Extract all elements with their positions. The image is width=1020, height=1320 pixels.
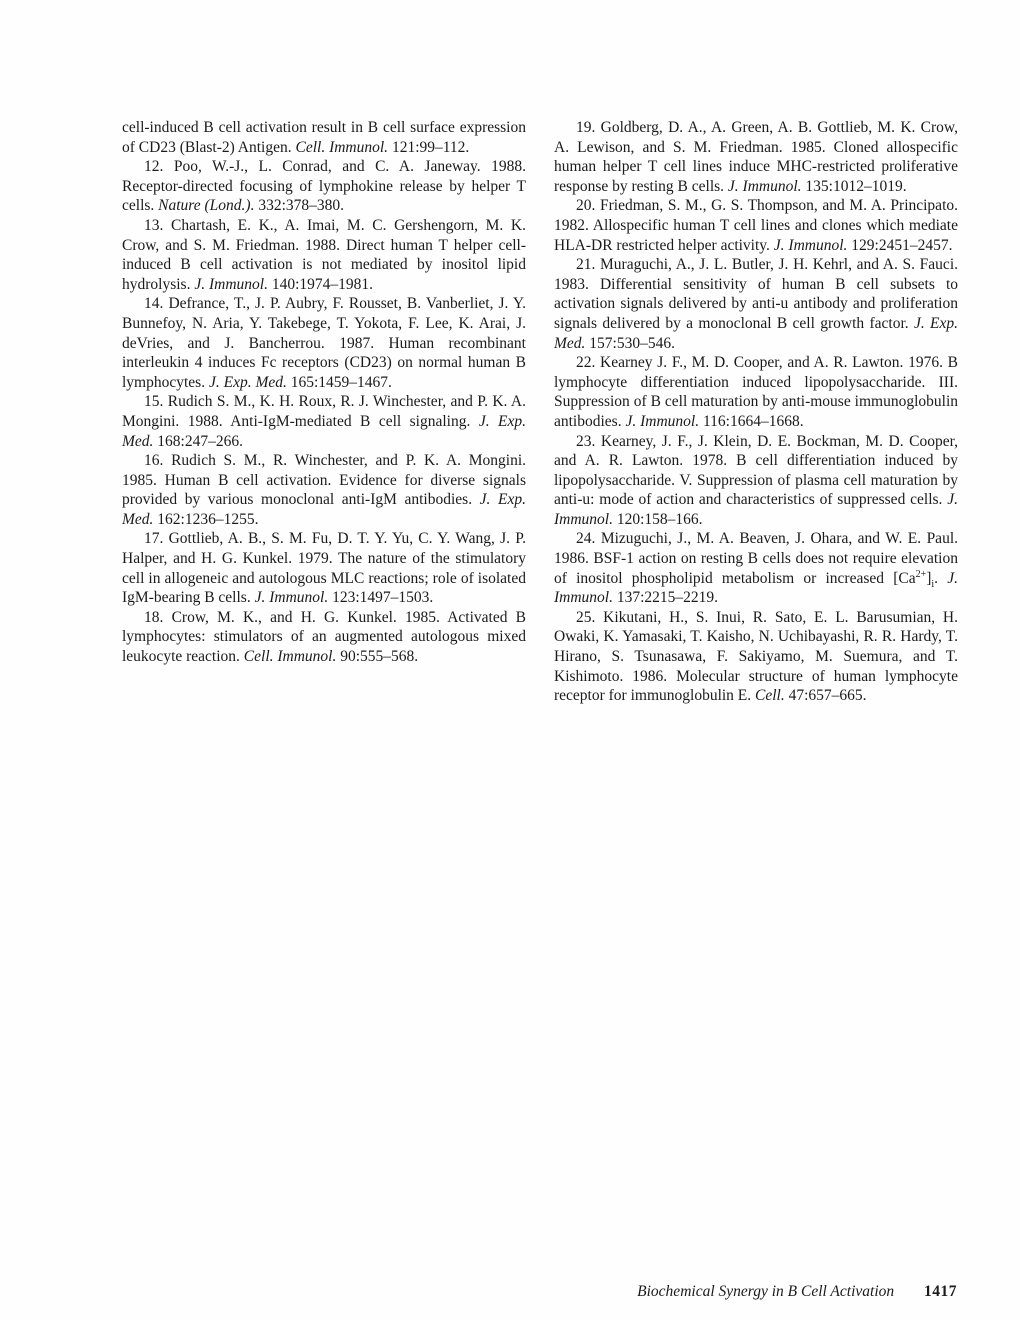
reference-text-run: 332:378–380. xyxy=(254,197,345,215)
reference-text-run: 25. Kikutani, H., S. Inui, R. Sato, E. L. Barusumian, H. Owaki, K. Yamasaki, T. Kaisho, N. Uchibayashi, R. R. Hardy, T. Hirano, S. Tsunasawa, F. Sakiyamo, M. Suemura, and T. Kishimoto. 1986. Molecular structure of human lymphocyte receptor for immunoglobulin E. xyxy=(554,608,958,705)
reference-text-run: J. Exp. Med. xyxy=(122,412,526,450)
reference-text-run: J. Immunol. xyxy=(773,236,848,254)
reference-text-run: 2+ xyxy=(915,568,927,580)
reference-text-run: Cell. Immunol. xyxy=(295,138,389,156)
reference-text-run: 18. Crow, M. K., and H. G. Kunkel. 1985. Activated B lymphocytes: stimulators of an augmented autologous mixed leukocyte reaction. xyxy=(122,608,526,666)
reference-paragraph xyxy=(554,529,958,607)
reference-text-run: . xyxy=(934,569,948,587)
reference-text-run: J. Immunol. xyxy=(625,412,700,430)
reference-text-run: J. Exp. Med. xyxy=(122,491,526,528)
references-column-right xyxy=(554,118,958,706)
reference-paragraph xyxy=(122,294,526,392)
reference-text-run: 116:1664–1668. xyxy=(699,412,804,430)
reference-text-run: 23. Kearney, J. F., J. Klein, D. E. Bockman, M. D. Cooper, and A. R. Lawton. 1978. B cell differentiation induced by lipopolysaccharide. V. Suppression of plasma cell maturation by anti-u: mode of action and characteristics of suppressed cells. xyxy=(554,432,958,509)
reference-paragraph xyxy=(554,432,958,530)
reference-text-run: J. Immunol. xyxy=(727,177,802,195)
reference-paragraph xyxy=(122,451,526,529)
reference-text-run: Cell. xyxy=(755,687,785,705)
reference-paragraph xyxy=(122,608,526,667)
reference-text-run: 15. Rudich S. M., K. H. Roux, R. J. Winchester, and P. K. A. Mongini. 1988. Anti-IgM-mediated B cell signaling. xyxy=(122,393,526,430)
reference-text-run: J. Exp. Med. xyxy=(208,373,287,391)
reference-paragraph xyxy=(554,608,958,706)
reference-text-run: 22. Kearney J. F., M. D. Cooper, and A. R. Lawton. 1976. B lymphocyte differentiation induced lipopolysaccharide. III. Suppression of B cell maturation by anti-mouse immunoglobulin antibodies. xyxy=(554,354,958,430)
reference-text-run: 14. Defrance, T., J. P. Aubry, F. Rousset, B. Vanberliet, J. Y. Bunnefoy, N. Aria, Y. Takebege, T. Yokota, F. Lee, K. Arai, J. deVries, and J. Bancherrou. 1987. Human recombinant interleukin 4 induces Fc receptors (CD23) on normal human B lymphocytes. xyxy=(122,295,526,391)
reference-text-run: 21. Muraguchi, A., J. L. Butler, J. H. Kehrl, and A. S. Fauci. 1983. Differential sensitivity of human B cell subsets to activation signals delivered by anti-u antibody and proliferation signals delivered by a monoclonal B cell growth factor. xyxy=(554,256,958,332)
reference-paragraph xyxy=(122,529,526,607)
reference-text-run: 13. Chartash, E. K., A. Imai, M. C. Gershengorn, M. K. Crow, and S. M. Friedman. 1988. Direct human T helper cell-induced B cell activation is not mediated by inositol lipid hydrolysis. xyxy=(122,216,526,293)
reference-text-run: 168:247–266. xyxy=(153,432,243,450)
reference-text-run: 90:555–568. xyxy=(336,648,419,666)
reference-text-run: 129:2451–2457. xyxy=(847,236,953,254)
reference-paragraph xyxy=(122,392,526,451)
reference-text-run: J. Exp. Med. xyxy=(554,314,959,352)
reference-text-run: 165:1459–1467. xyxy=(286,373,392,391)
reference-text-run: i xyxy=(931,578,935,590)
reference-text-run: Nature (Lond.). xyxy=(158,197,255,215)
reference-text-run: 17. Gottlieb, A. B., S. M. Fu, D. T. Y. Yu, C. Y. Wang, J. P. Halper, and H. G. Kunkel. 1979. The nature of the stimulatory cell in allogeneic and autologous MLC reactions; role of isolated IgM-bearing B cells. xyxy=(122,530,526,607)
reference-text-run: 120:158–166. xyxy=(612,510,703,528)
reference-paragraph xyxy=(554,196,958,255)
reference-text-run: 24. Mizuguchi, J., M. A. Beaven, J. Ohara, and W. E. Paul. 1986. BSF-1 action on resting B cells does not require elevation of inositol phospholipid metabolism or increased [Ca xyxy=(554,530,958,587)
reference-paragraph xyxy=(554,255,958,353)
reference-paragraph xyxy=(554,118,958,196)
reference-text-run: cell-induced B cell activation result in B cell surface expression of CD23 (Blast-2) Antigen. xyxy=(122,119,526,156)
reference-text-run: J. Immunol. xyxy=(554,569,958,607)
reference-text-run: 135:1012–1019. xyxy=(801,177,907,195)
reference-text-run: 19. Goldberg, D. A., A. Green, A. B. Gottlieb, M. K. Crow, A. Lewison, and S. M. Friedman. 1985. Cloned allospecific human helper T cell lines induce MHC-restricted proliferative response by resting B cells. xyxy=(554,119,958,195)
reference-text-run: 121:99–112. xyxy=(388,138,470,156)
reference-text-run: J. Immunol. xyxy=(194,275,268,293)
running-title: Biochemical Synergy in B Cell Activation xyxy=(637,1283,895,1300)
reference-paragraph xyxy=(122,216,526,294)
reference-paragraph xyxy=(554,353,958,431)
page-footer xyxy=(637,1283,957,1301)
reference-text-run: 123:1497–1503. xyxy=(328,589,434,607)
reference-text-run: J. Immunol. xyxy=(254,589,329,607)
reference-text-run: J. Immunol. xyxy=(554,491,958,528)
reference-text-run: 162:1236–1255. xyxy=(153,510,259,528)
reference-text-run: 47:657–665. xyxy=(784,687,867,705)
reference-paragraph xyxy=(122,157,526,216)
reference-text-run: 16. Rudich S. M., R. Winchester, and P. K. A. Mongini. 1985. Human B cell activation. Evidence for diverse signals provided by various monoclonal anti-IgM antibodies. xyxy=(122,452,526,509)
page-number: 1417 xyxy=(924,1283,957,1300)
reference-text-run: 137:2215–2219. xyxy=(612,589,719,607)
reference-text-run: 157:530–546. xyxy=(585,334,675,352)
reference-paragraph xyxy=(122,118,526,157)
reference-text-run: 12. Poo, W.-J., L. Conrad, and C. A. Janeway. 1988. Receptor-directed focusing of lymphokine release by helper T cells. xyxy=(122,158,526,215)
reference-text-run: ] xyxy=(926,569,932,587)
references-column-left xyxy=(122,118,526,667)
reference-text-run: 20. Friedman, S. M., G. S. Thompson, and M. A. Principato. 1982. Allospecific human T cell lines and clones which mediate HLA-DR restricted helper activity. xyxy=(554,197,958,254)
reference-text-run: Cell. Immunol. xyxy=(243,648,337,666)
reference-text-run: 140:1974–1981. xyxy=(267,275,374,293)
